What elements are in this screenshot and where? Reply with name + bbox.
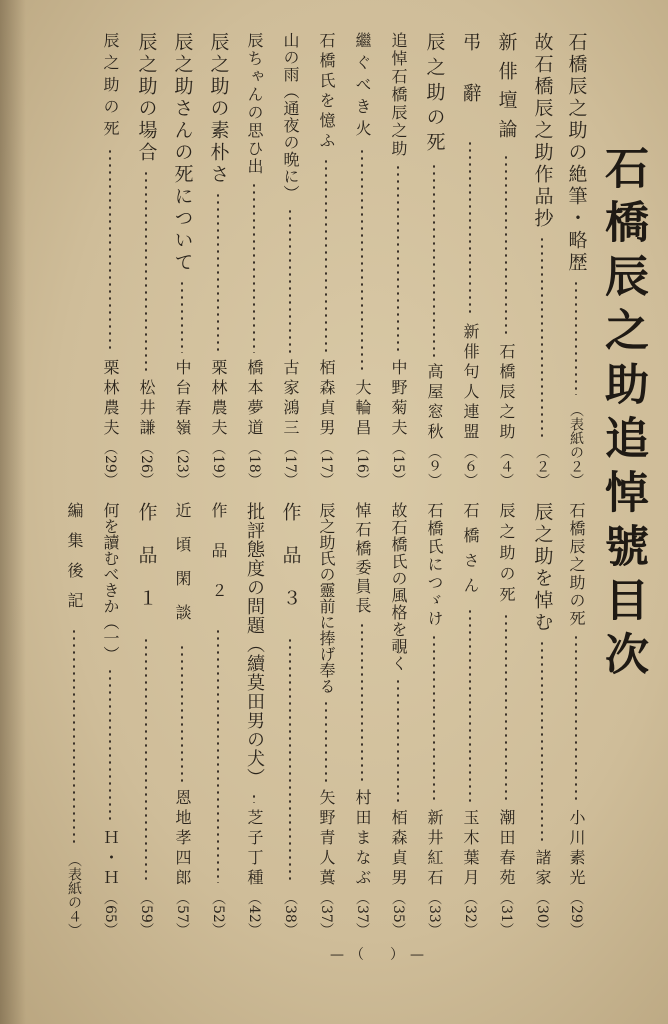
toc-entry[interactable]	[238, 502, 270, 937]
toc-column	[346, 32, 378, 937]
toc-entry[interactable]	[560, 32, 592, 487]
entry-page: （59）	[138, 891, 154, 937]
toc-entry[interactable]	[346, 32, 378, 487]
leader-dots	[397, 164, 399, 353]
entry-author: 栢森貞男	[389, 809, 408, 890]
entry-author: 栗林農夫	[101, 359, 120, 440]
entry-author: 高屋窓秋	[425, 363, 444, 443]
entry-author: 恩地孝四郎	[173, 789, 192, 890]
entry-page: （17）	[318, 441, 334, 487]
toc-column	[490, 32, 522, 937]
toc-entry[interactable]	[490, 502, 522, 937]
toc-column	[238, 32, 270, 937]
toc-entry[interactable]	[202, 32, 234, 487]
entry-title: 辰ちゃんの思ひ出	[245, 32, 264, 176]
entry-title: 故石橋辰之助作品抄	[531, 32, 554, 230]
toc-entry[interactable]	[418, 32, 450, 487]
toc-entry[interactable]	[490, 32, 522, 487]
leader-dots	[181, 644, 183, 783]
toc-entry[interactable]	[310, 32, 342, 487]
entry-title: 辰之助の素朴さ	[207, 32, 230, 186]
entry-title: 作品２	[209, 502, 228, 622]
entry-page: （65）	[102, 891, 118, 937]
entry-author: 松井謙	[137, 379, 156, 440]
page-title: 石橋辰之助追悼號目次	[597, 145, 648, 685]
entry-title: 追悼石橋辰之助	[389, 32, 408, 158]
leader-dots	[109, 148, 111, 353]
toc-entry[interactable]	[526, 502, 558, 937]
entry-author: 石橋辰之助	[497, 343, 516, 443]
leader-dots	[181, 280, 183, 353]
toc-column	[560, 32, 592, 937]
toc-entry[interactable]	[418, 502, 450, 937]
entry-page: （52）	[210, 891, 226, 937]
toc-column	[418, 32, 450, 937]
toc-column	[130, 32, 162, 937]
entry-title: 作品３	[279, 502, 302, 631]
entry-title: 辰之助を悼む	[531, 502, 554, 634]
leader-dots	[433, 634, 435, 803]
entry-page: （57）	[174, 891, 190, 937]
entry-title: 石橋辰之助の死	[567, 502, 586, 628]
entry-title: 悼石橋委員長	[353, 502, 372, 616]
leader-dots	[109, 668, 111, 823]
entry-author: 古家鴻三	[281, 359, 300, 440]
entry-author: 栗林農夫	[209, 359, 228, 440]
toc-entry[interactable]	[560, 502, 592, 937]
toc-column	[202, 32, 234, 937]
entry-page: （30）	[534, 891, 550, 937]
entry-author: 諸家	[533, 849, 552, 890]
leader-dots	[397, 678, 399, 803]
entry-page: （33）	[426, 891, 442, 937]
entry-title: 辰之助の場合	[135, 32, 158, 164]
toc-column	[166, 32, 198, 937]
toc-entry[interactable]	[130, 32, 162, 487]
entry-page: （42）	[246, 891, 262, 937]
entry-title: 批評態度の問題（續莫田男の犬）	[244, 502, 265, 787]
entry-page: （15）	[390, 441, 406, 487]
entry-author: 矢野青人蒖	[317, 789, 336, 890]
toc-entry[interactable]	[166, 32, 198, 487]
toc-column	[274, 32, 306, 937]
toc-column	[382, 32, 414, 937]
entry-page: （表紙の２）	[568, 403, 584, 487]
entry-author: 小川素光	[567, 809, 586, 890]
toc-entry[interactable]	[310, 502, 342, 937]
toc-entry[interactable]	[454, 32, 486, 487]
entry-title: 繼ぐべき火	[353, 32, 372, 142]
entry-author: 大輪昌	[353, 379, 372, 440]
entry-author: 村田まなぶ	[353, 789, 372, 890]
leader-dots	[289, 637, 291, 883]
toc-entry[interactable]	[454, 502, 486, 937]
entry-author: Ｈ・Ｈ	[101, 829, 120, 890]
leader-dots	[217, 192, 219, 353]
entry-author: 中台春嶺	[173, 359, 192, 440]
leader-dots	[253, 182, 255, 353]
toc-entry[interactable]	[130, 502, 162, 937]
entry-title: 山の雨（通夜の晩に）	[281, 32, 300, 202]
entry-author: 潮田春苑	[497, 809, 516, 890]
entry-page: （17）	[282, 441, 298, 487]
leader-dots	[541, 640, 543, 843]
entry-page: （31）	[498, 891, 514, 937]
entry-author: 芝子丁種	[245, 809, 264, 890]
toc-entry[interactable]	[274, 32, 306, 487]
leader-dots	[361, 622, 363, 783]
leader-dots	[433, 163, 435, 357]
page-edge-shadow	[0, 0, 26, 1024]
leader-dots	[253, 793, 255, 803]
entry-title: 石橋氏を憶ふ	[317, 32, 336, 152]
toc-entry[interactable]	[94, 502, 126, 937]
toc-entry[interactable]	[94, 32, 126, 487]
leader-dots	[469, 608, 471, 803]
entry-title: 故石橋氏の風格を覗く	[389, 502, 408, 672]
entry-page: （２）	[534, 445, 550, 487]
entry-page: （26）	[138, 441, 154, 487]
leader-dots	[325, 158, 327, 353]
toc-entry[interactable]	[526, 32, 558, 487]
toc-column	[454, 32, 486, 937]
entry-title: 石橋氏につゞけ	[425, 502, 444, 628]
page-folio: —（ ）—	[330, 947, 430, 963]
entry-page: （23）	[174, 441, 190, 487]
entry-title: 何を讀むべきか（一）	[101, 502, 120, 662]
leader-dots	[505, 154, 507, 337]
toc-entry[interactable]	[274, 502, 306, 937]
entry-page: （37）	[354, 891, 370, 937]
entry-page: （９）	[426, 445, 442, 487]
toc-column	[526, 32, 558, 937]
entry-author: 栢森貞男	[317, 359, 336, 440]
entry-author: 玉木葉月	[461, 809, 480, 890]
entry-page: （16）	[354, 441, 370, 487]
entry-title: 辰之助の死	[423, 32, 446, 157]
entry-page: （４）	[498, 445, 514, 487]
toc-entry[interactable]	[58, 502, 90, 937]
leader-dots	[289, 208, 291, 353]
toc-entry[interactable]	[382, 32, 414, 487]
entry-title: 辰之助氏の靈前に捧げ奉る	[317, 502, 336, 694]
entry-author: 新井紅石	[425, 809, 444, 890]
entry-page: （表紙の４）	[66, 853, 82, 937]
entry-page: （18）	[246, 441, 262, 487]
entry-title: 近頃閑談	[173, 502, 192, 638]
entry-title: 石橋さん	[461, 502, 480, 602]
entry-title: 石橋辰之助の絶筆・略歴	[565, 32, 588, 274]
toc-column	[310, 32, 342, 937]
entry-author: 中野菊夫	[389, 359, 408, 440]
entry-page: （29）	[568, 891, 584, 937]
toc-column	[94, 32, 126, 937]
entry-page: （19）	[210, 441, 226, 487]
entry-title: 弔辭	[459, 32, 482, 134]
leader-dots	[217, 628, 219, 883]
leader-dots	[575, 280, 577, 395]
toc-entry[interactable]	[346, 502, 378, 937]
toc-entry[interactable]	[238, 32, 270, 487]
leader-dots	[145, 637, 147, 883]
entry-page: （６）	[462, 445, 478, 487]
leader-dots	[469, 140, 471, 317]
toc-entry[interactable]	[382, 502, 414, 937]
entry-page: （29）	[102, 441, 118, 487]
leader-dots	[145, 170, 147, 373]
entry-author: 橋本夢道	[245, 359, 264, 440]
entry-title: 辰之助さんの死について	[171, 32, 194, 274]
leader-dots	[73, 628, 75, 845]
toc-entry[interactable]	[202, 502, 234, 937]
entry-page: （38）	[282, 891, 298, 937]
leader-dots	[325, 700, 327, 783]
entry-title: 新俳壇論	[495, 32, 518, 148]
entry-title: 編集後記	[65, 502, 84, 622]
entry-page: （35）	[390, 891, 406, 937]
leader-dots	[361, 148, 363, 373]
entry-title: 辰之助の死	[101, 32, 120, 142]
entry-page: （32）	[462, 891, 478, 937]
entry-title: 作品１	[135, 502, 158, 631]
leader-dots	[541, 236, 543, 437]
toc-entry[interactable]	[166, 502, 198, 937]
leader-dots	[505, 613, 507, 803]
toc-column	[58, 32, 90, 937]
entry-page: （37）	[318, 891, 334, 937]
leader-dots	[575, 634, 577, 803]
entry-author: 新俳句人連盟	[461, 323, 480, 443]
entry-title: 辰之助の死	[497, 502, 516, 607]
